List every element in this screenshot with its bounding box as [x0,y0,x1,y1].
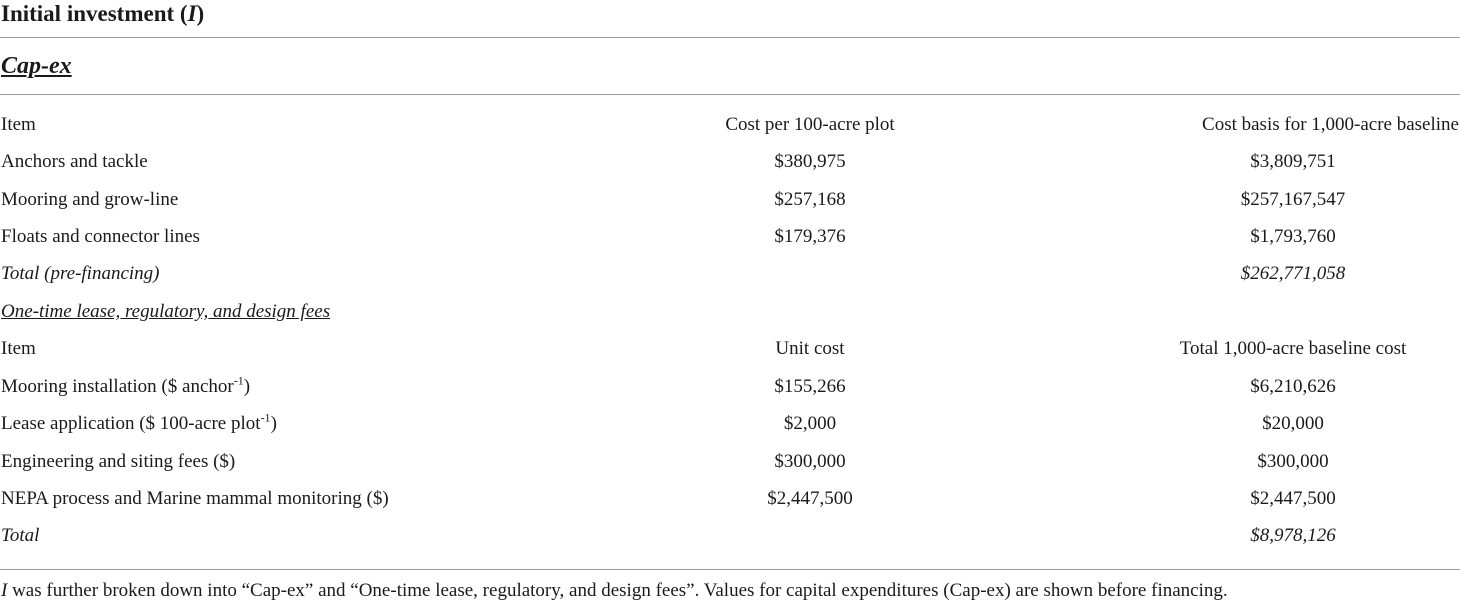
row-label: Floats and connector lines [1,226,200,247]
row-total-cost: $300,000 [1257,451,1329,472]
fees-subheading: One-time lease, regulatory, and design fees [1,301,331,322]
row-label: Lease application ($ 100-acre plot$^{-1}$) [1,410,277,434]
row-unit-cost: $2,447,500 [767,488,853,509]
divider [0,37,1460,38]
row-label: Mooring and grow-line [1,189,179,210]
section-heading-capex: Cap-ex [1,53,72,79]
table-row [0,486,1460,512]
total-label: Total (pre-financing) [1,263,160,284]
header-unit-cost: Unit cost [775,338,845,359]
header-item: Item [1,338,36,359]
row-cost-basis: $1,793,760 [1250,226,1336,247]
row-unit-cost: $300,000 [774,451,846,472]
divider [0,94,1460,95]
table-header-row [0,112,1460,138]
header-item: Item [1,114,36,135]
table-total-row [0,523,1460,549]
table-title: Initial investment (I) [1,1,205,26]
divider [0,569,1460,570]
subheading-fees [0,299,1460,325]
table-row [0,149,1460,175]
table-row [0,411,1460,437]
table-total-row [0,261,1460,287]
row-label: NEPA process and Marine mammal monitoring ($) [1,488,389,509]
row-label: Engineering and siting fees ($) [1,451,236,472]
table-header-row [0,336,1460,362]
row-label: Mooring installation ($ anchor$^{-1}$) [1,373,251,397]
row-cost-per-plot: $179,376 [774,226,846,247]
table-row [0,187,1460,213]
row-cost-basis: $3,809,751 [1250,151,1336,172]
header-cost-per-plot: Cost per 100-acre plot [725,114,895,135]
total-label: Total [1,525,40,546]
total-value: $8,978,126 [1250,525,1336,546]
header-cost-basis: Cost basis for 1,000-acre baseline [1202,114,1459,135]
row-cost-per-plot: $380,975 [774,151,846,172]
row-cost-per-plot: $257,168 [774,189,846,210]
row-total-cost: $20,000 [1262,413,1324,434]
row-label: Anchors and tackle [1,151,148,172]
total-value: $262,771,058 [1240,263,1346,284]
table-row [0,224,1460,250]
table-footnote: I was further broken down into “Cap-ex” and “One-time lease, regulatory, and design fees”. Values for capital expenditures (Cap-ex) are shown before financing. [1,580,1228,601]
table-row [0,449,1460,475]
row-total-cost: $6,210,626 [1250,376,1336,397]
header-total-baseline-cost: Total 1,000-acre baseline cost [1179,338,1407,359]
row-total-cost: $2,447,500 [1250,488,1336,509]
row-unit-cost: $155,266 [774,376,846,397]
row-unit-cost: $2,000 [783,413,837,434]
table-row [0,374,1460,400]
row-cost-basis: $257,167,547 [1240,189,1346,210]
